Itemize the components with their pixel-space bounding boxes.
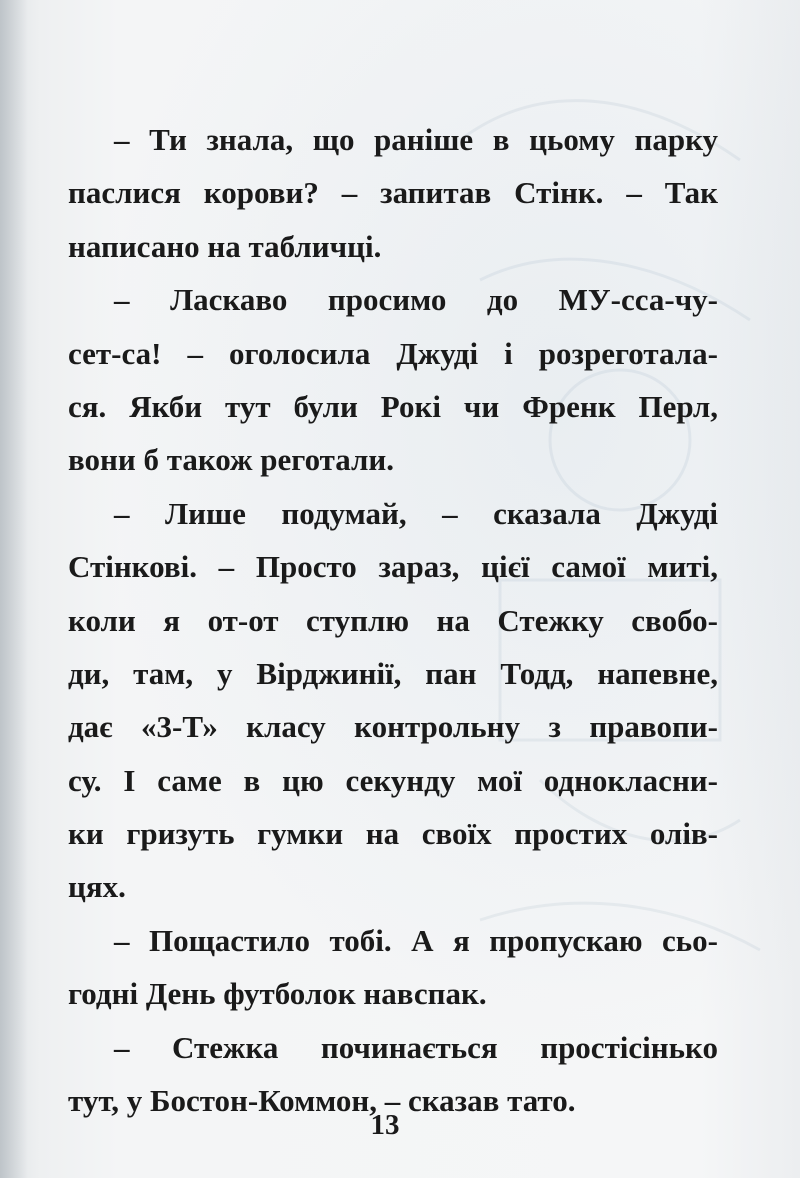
text-line: сет-са! – оголосила Джуді і розреготала-: [68, 335, 718, 371]
text-line: су. І саме в цю секунду мої однокласни-: [68, 762, 718, 798]
text-line: годні День футболок навспак.: [68, 976, 487, 1012]
page-gutter-shadow: [0, 0, 28, 1178]
text-line: вони б також реготали.: [68, 442, 395, 478]
body-text: [68, 113, 718, 1127]
text-line: Стінкові. – Просто зараз, цієї самої миті,: [68, 549, 718, 585]
page-number: 13: [370, 1109, 400, 1141]
text-line: – Лише подумай, – сказала Джуді: [114, 495, 718, 531]
text-line: паслися корови? – запитав Стінк. – Так: [68, 175, 718, 211]
text-line: цях.: [68, 869, 126, 905]
text-line: написано на табличці.: [68, 228, 382, 264]
text-line: – Ласкаво просимо до МУ-сса-чу-: [114, 282, 718, 318]
text-line: – Пощастило тобі. А я пропускаю сьо-: [114, 922, 718, 958]
text-line: дає «3-Т» класу контрольну з правопи-: [68, 709, 718, 745]
text-line: ся. Якби тут були Рокі чи Френк Перл,: [68, 388, 718, 424]
text-line: ки гризуть гумки на своїх простих олів-: [68, 816, 718, 852]
text-line: тут, у Бостон-Коммон, – сказав тато.: [68, 1083, 576, 1119]
text-line: коли я от-от ступлю на Стежку свобо-: [68, 602, 718, 638]
text-line: ди, там, у Вірджинії, пан Тодд, напевне,: [68, 655, 718, 691]
text-line: – Ти знала, що раніше в цьому парку: [114, 122, 718, 157]
text-line: – Стежка починається простісінько: [114, 1029, 718, 1065]
